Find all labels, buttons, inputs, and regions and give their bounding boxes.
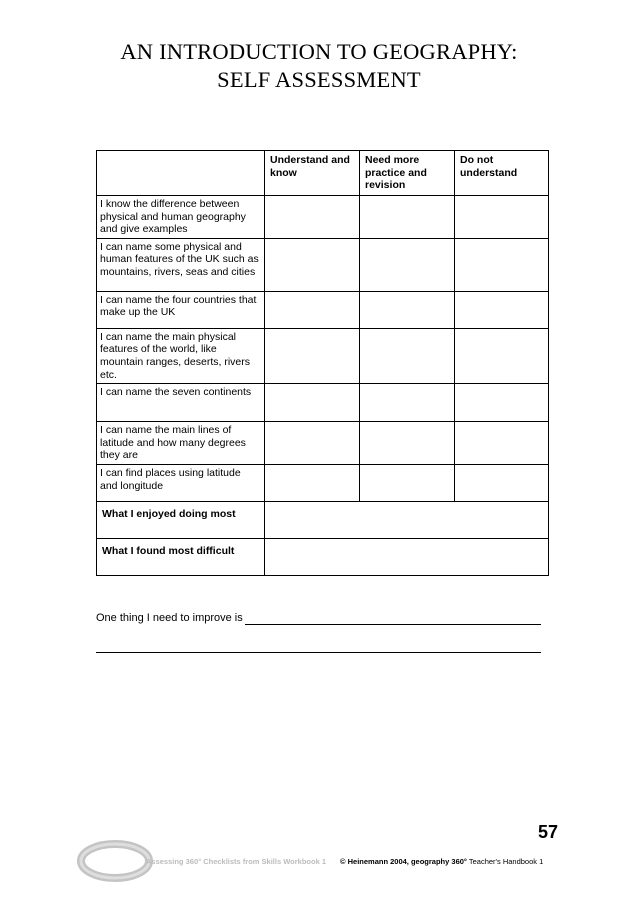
- need-practice-cell[interactable]: [360, 464, 455, 501]
- table-row: [97, 291, 549, 328]
- table-row: [97, 464, 549, 501]
- need-practice-cell[interactable]: [360, 196, 455, 239]
- table-row: [97, 384, 549, 422]
- footer-copyright: [340, 857, 543, 866]
- table-row: [97, 422, 549, 465]
- understand-cell[interactable]: [265, 422, 360, 465]
- statement-cell: I can name the main lines of latitude and how many degrees they are: [97, 422, 265, 465]
- difficult-label: What I found most difficult: [97, 538, 265, 575]
- enjoyed-row: [97, 501, 549, 538]
- need-practice-cell[interactable]: [360, 291, 455, 328]
- enjoyed-label: What I enjoyed doing most: [97, 501, 265, 538]
- understand-cell[interactable]: [265, 328, 360, 383]
- statement-cell: I can find places using latitude and longitude: [97, 464, 265, 501]
- need-practice-cell[interactable]: [360, 422, 455, 465]
- title-line-1: AN INTRODUCTION TO GEOGRAPHY:: [120, 39, 518, 64]
- not-understand-cell[interactable]: [455, 291, 549, 328]
- statement-cell: I can name the main physical features of the world, like mountain ranges, deserts, rivers etc.: [97, 328, 265, 383]
- header-understand: Understand and know: [265, 151, 360, 196]
- header-blank: [97, 151, 265, 196]
- understand-cell[interactable]: [265, 196, 360, 239]
- statement-cell: I know the difference between physical and human geography and give examples: [97, 196, 265, 239]
- not-understand-cell[interactable]: [455, 238, 549, 291]
- page-number: 57: [537, 822, 558, 842]
- not-understand-cell[interactable]: [455, 422, 549, 465]
- page-title: [0, 38, 638, 94]
- understand-cell[interactable]: [265, 464, 360, 501]
- statement-cell: I can name the seven continents: [97, 384, 265, 422]
- self-assessment-table: [96, 150, 549, 576]
- understand-cell[interactable]: [265, 291, 360, 328]
- difficult-row: [97, 538, 549, 575]
- need-practice-cell[interactable]: [360, 328, 455, 383]
- publisher-logo: [76, 840, 154, 882]
- footer-handbook: Teacher's Handbook 1: [466, 857, 544, 866]
- improve-answer-line[interactable]: [245, 624, 541, 625]
- not-understand-cell[interactable]: [455, 384, 549, 422]
- need-practice-cell[interactable]: [360, 238, 455, 291]
- title-line-2: SELF ASSESSMENT: [217, 67, 421, 92]
- table-row: [97, 238, 549, 291]
- understand-cell[interactable]: [265, 238, 360, 291]
- footer-workbook-credit: Assessing 360° Checklists from Skills Workbook 1: [146, 857, 327, 866]
- table-row: [97, 196, 549, 239]
- header-row: [97, 151, 549, 196]
- table-row: [97, 328, 549, 383]
- footer-copyright-bold: © Heinemann 2004, geography 360°: [340, 857, 467, 866]
- understand-cell[interactable]: [265, 384, 360, 422]
- statement-cell: I can name some physical and human features of the UK such as mountains, rivers, seas and cities: [97, 238, 265, 291]
- need-practice-cell[interactable]: [360, 384, 455, 422]
- header-need-practice: Need more practice and revision: [360, 151, 455, 196]
- header-not-understand: Do not understand: [455, 151, 549, 196]
- improve-label: One thing I need to improve is: [96, 612, 243, 624]
- difficult-answer[interactable]: [265, 538, 549, 575]
- not-understand-cell[interactable]: [455, 196, 549, 239]
- not-understand-cell[interactable]: [455, 328, 549, 383]
- statement-cell: I can name the four countries that make up the UK: [97, 291, 265, 328]
- improve-answer-line-2[interactable]: [96, 652, 541, 653]
- enjoyed-answer[interactable]: [265, 501, 549, 538]
- not-understand-cell[interactable]: [455, 464, 549, 501]
